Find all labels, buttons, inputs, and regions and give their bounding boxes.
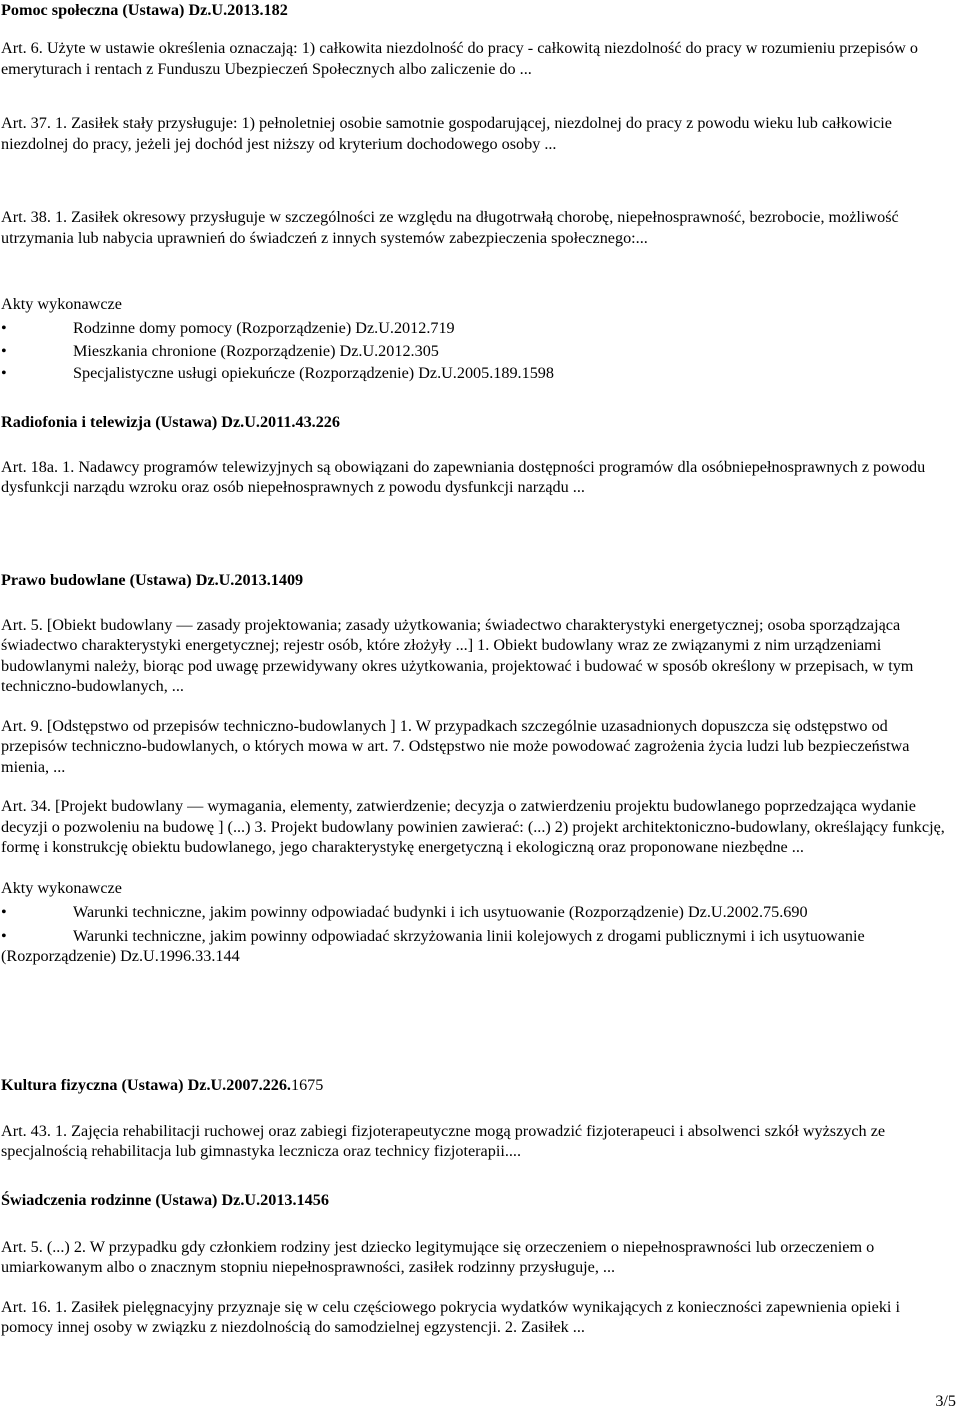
acts-list-item[interactable]: [1, 341, 956, 362]
section-kultura-fizyczna: [1, 1075, 956, 1162]
acts-list: [1, 318, 956, 384]
bullet-icon: •: [1, 364, 7, 382]
article-paragraph: Art. 9. [Odstępstwo od przepisów techniczno-budowlanych ] 1. W przypadkach szczególnie uzasadnionych dopuszcza się odstępstwo od przepisów techniczno-budowlanych, o których mowa w art. 7. Odstępstwo nie może powodować zagrożenia życia ludzi lub bezpieczeństwa mienia, ...: [1, 716, 910, 776]
section-title: Świadczenia rodzinne (Ustawa) Dz.U.2013.1456: [1, 1191, 329, 1209]
section-prawo-budowlane: [1, 570, 956, 967]
acts-list-item[interactable]: [1, 902, 956, 923]
section-title-bold: Kultura fizyczna (Ustawa) Dz.U.2007.226.: [1, 1076, 291, 1094]
acts-list-item[interactable]: [1, 926, 956, 967]
bullet-icon: •: [1, 319, 7, 337]
page-number: 3/5: [935, 1392, 956, 1410]
section-swiadczenia-rodzinne: [1, 1190, 956, 1338]
acts-list: [1, 902, 956, 967]
article-paragraph: Art. 5. (...) 2. W przypadku gdy członkiem rodziny jest dziecko legitymujące się orzeczeniem o niepełnosprawności lub orzeczeniem o umiarkowanym albo o znacznym stopniu niepełnosprawności, zasiłek rodzinny przysługuje, ...: [1, 1237, 875, 1276]
section-radiofonia: [1, 412, 956, 498]
section-title-suffix: 1675: [290, 1076, 324, 1094]
act-link[interactable]: Specjalistyczne usługi opiekuńcze (Rozporządzenie) Dz.U.2005.189.1598: [73, 364, 554, 382]
act-link[interactable]: Rodzinne domy pomocy (Rozporządzenie) Dz.U.2012.719: [73, 319, 455, 337]
section-title: Radiofonia i telewizja (Ustawa) Dz.U.2011.43.226: [1, 413, 340, 431]
act-link[interactable]: Mieszkania chronione (Rozporządzenie) Dz.U.2012.305: [73, 341, 439, 360]
section-title: Prawo budowlane (Ustawa) Dz.U.2013.1409: [1, 571, 304, 589]
article-paragraph: Art. 5. [Obiekt budowlany — zasady projektowania; zasady użytkowania; świadectwo charakterystyki energetycznej; osoba sporządzająca świadectwo charakterystyki energetycznej; rejestr osób, które złożyły ...] 1. Obiekt budowlany wraz ze związanymi z nim urządzeniami budowlanymi należy, biorąc pod uwagę przewidywany okres użytkowania, projektować i budować w sposób określony w przepisach, w tym techniczno-budowlanych, ...: [1, 615, 914, 695]
article-paragraph: Art. 37. 1. Zasiłek stały przysługuje: 1) pełnoletniej osobie samotnie gospodarującej, niezdolnej do pracy z powodu wieku lub całkowicie niezdolnej do pracy, jeżeli jej dochód jest niższy od kryterium dochodowego osoby ...: [1, 114, 892, 153]
article-paragraph: Art. 43. 1. Zajęcia rehabilitacji ruchowej oraz zabiegi fizjoterapeutyczne mogą prowadzić fizjoterapeuci i absolwenci szkół wyższych ze specjalnością rehabilitacja lub gimnastyka lecznicza oraz technicy fizjoterapii....: [1, 1121, 886, 1160]
article-paragraph: Art. 38. 1. Zasiłek okresowy przysługuje w szczególności ze względu na długotrwałą chorobę, niepełnosprawność, bezrobocie, możliwość utrzymania lub nabycia uprawnień do świadczeń z innych systemów zabezpieczenia społecznego:...: [1, 208, 899, 247]
bullet-icon: •: [1, 341, 7, 360]
article-paragraph: Art. 34. [Projekt budowlany — wymagania, elementy, zatwierdzenie; decyzja o zatwierdzeniu projektu budowlanego poprzedzająca wydanie decyzji o pozwoleniu na budowę ] (...) 3. Projekt budowlany powinien zawierać: (...) 2) projekt architektoniczno-budowlany, określający funkcję, formę i konstrukcję obiektu budowlanego, jego charakterystykę energetyczną i ekologiczną oraz proponowane niezbędne ...: [1, 797, 945, 856]
acts-list-item[interactable]: [1, 363, 956, 384]
bullet-icon: •: [1, 903, 7, 921]
acts-list-item[interactable]: [1, 318, 956, 339]
article-paragraph: Art. 6. Użyte w ustawie określenia oznaczają: 1) całkowita niezdolność do pracy - całkowitą niezdolność do pracy w rozumieniu przepisów o emeryturach i rentach z Funduszu Ubezpieczeń Społecznych albo zaliczenie do ...: [1, 39, 918, 78]
article-paragraph: Art. 16. 1. Zasiłek pielęgnacyjny przyznaje się w celu częściowego pokrycia wydatków wynikających z konieczności zapewnienia opieki i pomocy innej osoby w związku z niezdolnością do samodzielnej egzystencji. 2. Zasiłek ...: [1, 1297, 900, 1336]
section-title: Pomoc społeczna (Ustawa) Dz.U.2013.182: [1, 1, 288, 19]
section-title: [1, 1075, 956, 1096]
acts-heading: Akty wykonawcze: [1, 295, 122, 313]
article-paragraph: Art. 18a. 1. Nadawcy programów telewizyjnych są obowiązani do zapewniania dostępności programów dla osóbniepełnosprawnych z powodu dysfunkcji narządu wzroku oraz osób niepełnosprawnych z powodu dysfunkcji narządu ...: [1, 457, 926, 496]
acts-heading: Akty wykonawcze: [1, 878, 122, 897]
bullet-icon: •: [1, 926, 7, 945]
act-link[interactable]: Warunki techniczne, jakim powinny odpowiadać skrzyżowania linii kolejowych z drogami publicznymi i ich usytuowanie (Rozporządzenie) Dz.U.1996.33.144: [1, 926, 865, 965]
act-link[interactable]: Warunki techniczne, jakim powinny odpowiadać budynki i ich usytuowanie (Rozporządzenie) Dz.U.2002.75.690: [73, 903, 808, 921]
